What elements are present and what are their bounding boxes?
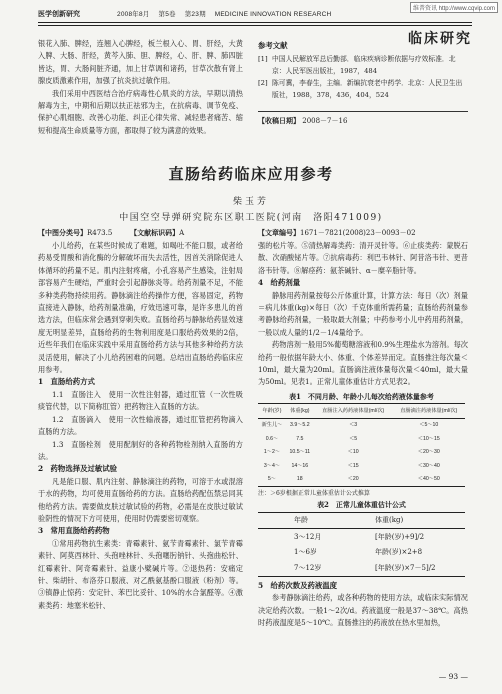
table-cell: 7.5 <box>296 435 304 442</box>
section-4-paragraph: 药物溶剂一般用5%葡萄糖溶液和0.9%生理盐水为溶剂。每次给药一般依据年龄大小、体重、个体差异而定。直肠推注每次量＜10ml，最大量为20ml。直肠滴注液体量每次量＜40ml，最大量为50ml。见表1。正常儿童体重估计方式见表2。 <box>258 340 468 387</box>
section-1-heading: 1 直肠给药方式 <box>38 377 95 387</box>
reference-item <box>258 77 468 101</box>
section-2-heading: 2 药物选择及过敏试验 <box>38 464 118 474</box>
table-cell: 3～12月 <box>294 532 322 541</box>
article-title: 直肠给药临床应用参考 <box>168 165 334 183</box>
journal-english: MEDICINE INNOVATION RESEARCH <box>214 11 332 18</box>
table-row <box>258 418 465 432</box>
table-1-header-row <box>258 404 465 419</box>
watermark: 维普资讯 http://www.cqvip.com <box>410 2 498 13</box>
table-cell: 年龄(岁)×2+8 <box>375 548 423 557</box>
clc-line <box>38 228 184 238</box>
references-heading: 参考文献 <box>258 41 288 50</box>
table-cell: 1～2～ <box>263 449 281 456</box>
table-row <box>258 529 465 545</box>
table-row <box>258 446 465 460</box>
header-rule-thin <box>38 25 472 26</box>
prev-article-left <box>38 38 243 137</box>
section-5-heading: 5 给药次数及药液温度 <box>258 580 338 590</box>
table-2-caption: 表2 正常儿童体重估计公式 <box>317 500 406 510</box>
table-cell: 18 <box>296 476 303 483</box>
table-cell: 1～6岁 <box>294 548 317 557</box>
table-row <box>258 459 465 473</box>
prev-paragraph-1: 银花入肺、脾经，连翘入心脾经，板兰根入心、胃、肝经，大黄入脾、大肠、肝经，黄芩入肺、胆、脾经，心、肝、脾、肺四脏皆达，胃、大肠间脏齐通，加上甘草调和诸药，甘草次散有肾上腺皮质激素作用，加强了抗炎抗过敏作用。 <box>38 39 243 86</box>
table-cell: ＜10 <box>347 449 359 456</box>
table-cell: ＜10～15 <box>417 435 440 442</box>
table-2-header-row <box>258 512 465 529</box>
table-header-cell: 体重(kg) <box>290 407 310 414</box>
received-rule <box>258 111 468 112</box>
clc-value: R473.5 <box>87 229 113 237</box>
reference-number: [2] <box>258 79 268 87</box>
received-date-line <box>258 116 468 126</box>
table-1 <box>258 403 465 487</box>
reference-number: [1] <box>258 55 268 63</box>
intro-paragraph: 小儿给药，在某些时候成了难题，如喝吐不能口服，或者给药易受胃酸和消化酶的分解破坏而失去活性，因首关消除促进人体循环的药量不足。肌内注射疼痛，小孔容易产生感染，注射局部容易产生硬结，严重时会引起静脉炎等。给药剂量不足，不能多种类药物持续用药。静脉滴注给药操作方便，容易固定，药物直接进入静脉，给药剂量准确，疗效迅速可靠，是许多患儿的首选方法，但临床常会遇到穿刺失败。直肠给药与静脉给药显效速度无明显差异，直肠给药的生物利用度是口服给药效果的2倍，近些年我们在临床实践中采用直肠给药方法与其他多种给药方法灵活使用，解决了小儿给药困难的问题。总结出直肠给药临床应用参考。 <box>38 241 243 375</box>
table-header-cell: 直肠滴注药液体量(ml/次) <box>400 407 458 414</box>
section-4-paragraph: 静脉用药剂量按每公斤体重计算，计算方法：每日（次）剂量＝病儿体重(kg)×每日（次）千克体重所需药量；直肠给药剂量参考静脉给药剂量，一般取最大剂量；中药参考小儿中药用药剂量，一般以成人量的1/2－1/4量给予。 <box>258 290 468 337</box>
right-column <box>258 240 468 629</box>
doc-code-label: 【文献标识码】 <box>130 228 180 237</box>
table-row <box>258 473 465 487</box>
article-no-line <box>258 228 416 238</box>
left-column <box>38 240 243 612</box>
page-number: — 93 — <box>438 672 468 681</box>
received-label: 【收稿日期】 <box>258 116 300 125</box>
issue-year: 2008年8月 <box>117 11 150 18</box>
table-cell: ＜30～40 <box>417 462 440 469</box>
section-1-item: 1.1 直肠注入 使用一次性注射器，通过肛管（一次性吸痰管代替，以下简称肛管）把药物注入直肠的方法。 <box>38 389 243 412</box>
prev-article-references <box>258 40 468 126</box>
table-header-cell: 直肠注入药药液体量(ml/次) <box>322 407 385 414</box>
table-cell: ＜20～30 <box>417 449 440 456</box>
table-cell: 3～4～ <box>263 462 281 469</box>
issue-volume: 第5卷 <box>158 11 176 18</box>
table-cell: 14～16 <box>291 462 309 469</box>
table-cell: ＜20 <box>347 476 359 483</box>
table-cell: ＜3 <box>349 422 358 429</box>
reference-item <box>258 53 468 77</box>
table-1-note: 注：＞6岁根据正常儿童体重估计公式推算 <box>258 490 370 498</box>
section-1-item: 1.3 直肠栓剂 使用配制好的各种药物栓剂纳入直肠的方法。 <box>38 439 243 461</box>
table-cell: 3.9～5.2 <box>290 422 310 429</box>
table-row <box>258 432 465 446</box>
table-row <box>258 545 465 561</box>
table-header-cell: 体重(kg) <box>375 516 404 525</box>
table-cell: 新生儿～ <box>261 422 283 429</box>
reference-text: 中国人民解放军总后勤部．临床疾病诊断依据与疗效标准．北京：人民军医出版社，1987，484 <box>272 55 456 75</box>
section-3-paragraph: ①常用药物抗生素类：青霉素针、氨苄青霉素针、氯苄青霉素针、阿莫西林针、头孢唑林针、头孢噻肟钠针、头孢曲松针、红霉素针、阿奇霉素针、益康小檗碱片等。②退热药：安痛定针、柴胡针、布洛芬口服液、对乙酰氨基酚口服液（粉剂）等。③镇静止惊药：安定针、苯巴比妥针、10%的水合氯醛等。④激素类药：地塞米松针、 <box>38 538 243 610</box>
table-1-caption: 表1 不同月龄、年龄小儿每次给药液体量参考 <box>289 391 434 401</box>
table-cell: [年龄(岁)+9]/2 <box>375 532 425 541</box>
table-cell: ＜5～10 <box>419 422 439 429</box>
table-cell: ＜40～50 <box>417 476 440 483</box>
table-cell: [年龄(岁)×7－5]/2 <box>375 563 436 572</box>
article-affiliation: 中国空空导弹研究院东区职工医院(河南 洛阳471009) <box>119 213 383 223</box>
article-no-value: 1671－7821(2008)23－0093－02 <box>300 229 416 237</box>
issue-number: 第23期 <box>184 11 206 18</box>
table-header-cell: 年龄(岁) <box>262 407 282 414</box>
table-cell: 0.6～ <box>265 435 279 442</box>
received-date: 2008－7－16 <box>302 117 348 125</box>
reference-text: 陈可冀，李春生，主编．新编抗衰老中药学．北京：人民卫生出版社，1988，378，436，404，524 <box>272 79 463 99</box>
table-2 <box>258 512 465 577</box>
table-cell: 7～12岁 <box>294 563 322 572</box>
section-5-paragraph: 参考静脉滴注给药，或各种药物的使用方法，或临床实际情况决定给药次数。一般1～2次/d。药液温度一般是37～38℃。高热时药液温度是5～10℃。直肠推注的药液放在热水里加热， <box>258 593 468 627</box>
table-cell: ＜15 <box>347 462 359 469</box>
section-2-paragraph: 凡是能口服、肌内注射、静脉滴注的药物，可溶于水或混溶于水的药物，均可使用直肠给药的方法。直肠给药配伍禁忌同其他给药方法。需要做皮肤过敏试验的药物，必需是在皮肤过敏试验阴性的情况下方可使用，使用时仍需要密切观察。 <box>38 476 243 523</box>
doc-code-value: A <box>179 229 185 237</box>
clc-label: 【中图分类号】 <box>38 228 87 237</box>
section-1-item: 1.2 直肠滴入 使用一次性输液器，通过肛管把药物滴入直肠的方法。 <box>38 414 243 437</box>
article-no-label: 【文章编号】 <box>258 228 300 237</box>
table-cell: 5～ <box>267 476 276 483</box>
column-tag: 临床研究 <box>404 28 472 48</box>
article-author: 柴玉芳 <box>232 197 269 207</box>
table-header-cell: 年龄 <box>294 516 308 525</box>
issue-info <box>117 9 338 18</box>
section-3-heading: 3 常用直肠给药药物 <box>38 526 110 536</box>
header-rule <box>38 22 472 23</box>
table-cell: ＜5 <box>349 435 358 442</box>
section-4-heading: 4 给药剂量 <box>258 278 301 288</box>
prev-paragraph-2: 我们采用中西医结合治疗病毒性心肌炎的方法，早期以清热解毒为主，中期和后期以扶正祛邪为主，在抗病毒、调节免疫、保护心肌细胞、改善心功能、纠正心律失常、减轻患者痛苦、缩短和提高生命质量等方面，都取得了较为满意的效果。 <box>38 88 243 135</box>
journal-name: 医学创新研究 <box>38 11 80 18</box>
right-top-paragraph: 强的松片等。⑤清热解毒类药：清开灵针等。⑥止痰类药：蒙脱石散、次硝酸铋片等。⑦抗病毒药：利巴韦林针、阿昔洛韦针、更昔洛韦针等。⑧解痉药：氨茶碱针、α－糜辛脂针等。 <box>258 241 468 275</box>
table-cell: 10.5～11 <box>289 449 311 456</box>
table-row <box>258 560 465 576</box>
